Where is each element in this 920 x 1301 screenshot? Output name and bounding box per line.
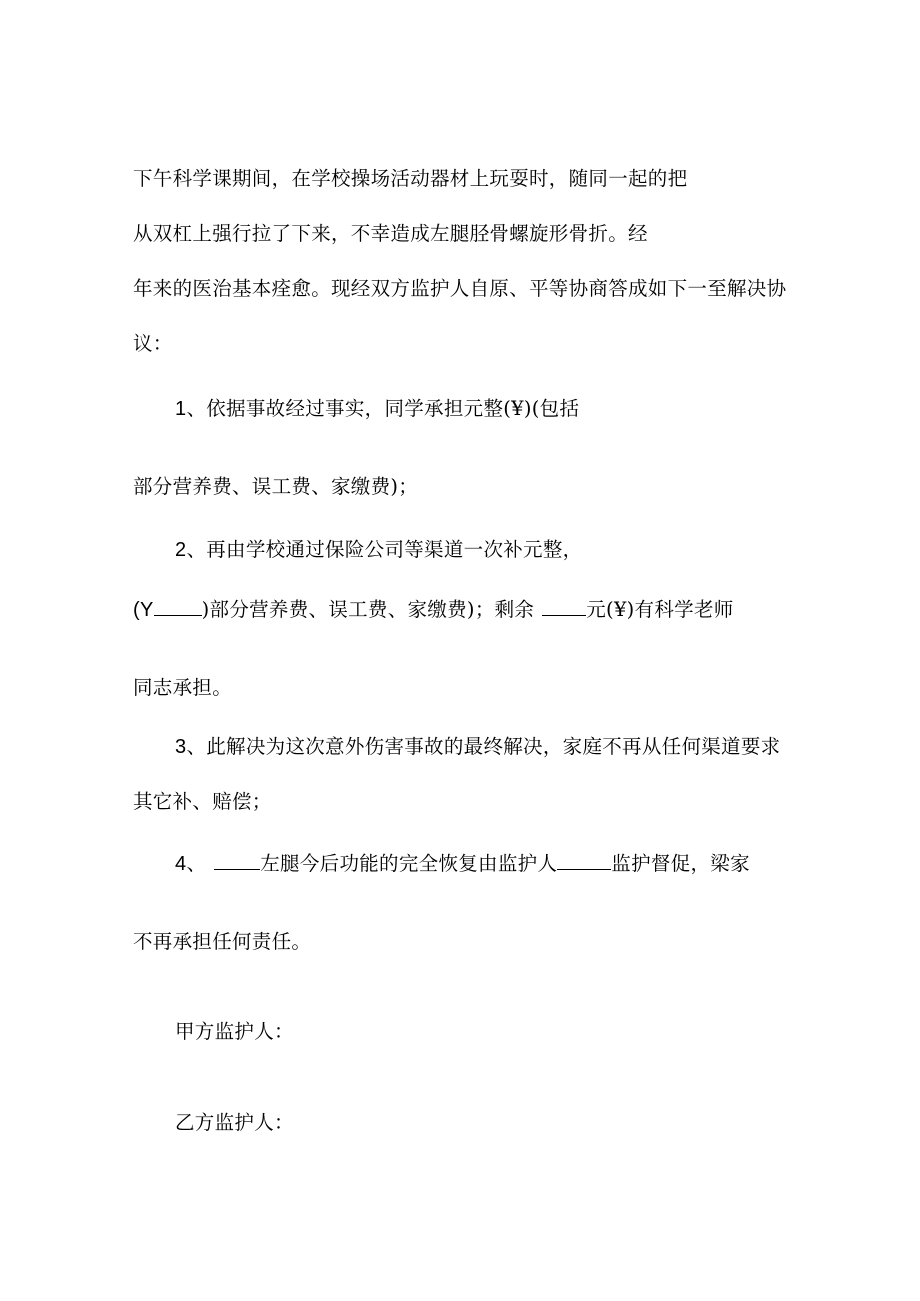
- item-4-text-a: 、: [186, 852, 207, 875]
- item-3-text: 、此解决为这次意外伤害事故的最终解决，家庭不再从任何渠道要求: [186, 735, 781, 758]
- body-line-3: 年来的医治基本痊愈。现经双方监护人自原、平等协商答成如下一至解决协: [133, 277, 787, 300]
- item-4-continuation: 不再承担任何责任。: [133, 930, 312, 953]
- item-2: [175, 538, 582, 562]
- item-1-number: 1: [175, 398, 187, 420]
- signature-party-a: 甲方监护人：: [175, 1020, 294, 1043]
- item-3: [175, 735, 780, 759]
- item-4-blank-1: [214, 851, 260, 870]
- item-2-mid-text: )部分营养费、误工费、家缴费)；剩余: [201, 598, 535, 621]
- item-2-after-blank: 元(¥)有科学老师: [586, 598, 734, 621]
- item-2-paren-open: (Y: [133, 599, 154, 621]
- body-line-2: 从双杠上强行拉了下来，不幸造成左腿胫骨螺旋形骨折。经: [133, 222, 648, 245]
- item-2-continuation: 同志承担。: [133, 676, 233, 699]
- body-line-1: 下午科学课期间，在学校操场活动器材上玩耍时，随同一起的把: [133, 167, 688, 190]
- item-2-blank-1: [154, 597, 202, 616]
- item-1-continuation: 部分营养费、误工费、家缴费)；: [133, 475, 419, 498]
- item-1-text: 、依据事故经过事实，同学承担元整(¥)(包括: [186, 397, 580, 420]
- item-4-number: 4: [175, 853, 187, 875]
- item-4-text-c: 监护督促，梁家: [611, 852, 750, 875]
- item-3-continuation: 其它补、赔偿；: [133, 790, 272, 813]
- signature-party-b: 乙方监护人：: [175, 1111, 294, 1134]
- item-4-blank-2: [557, 851, 611, 870]
- item-2-number: 2: [175, 539, 187, 561]
- item-2-line-2: [133, 597, 734, 622]
- item-2-blank-2: [542, 597, 586, 616]
- item-3-number: 3: [175, 736, 187, 758]
- item-4: [175, 851, 750, 876]
- item-4-text-b: 左腿今后功能的完全恢复由监护人: [260, 852, 558, 875]
- item-2-text: 、再由学校通过保险公司等渠道一次补元整，: [186, 538, 583, 561]
- item-1: [175, 397, 579, 421]
- body-line-4: 议：: [133, 332, 173, 355]
